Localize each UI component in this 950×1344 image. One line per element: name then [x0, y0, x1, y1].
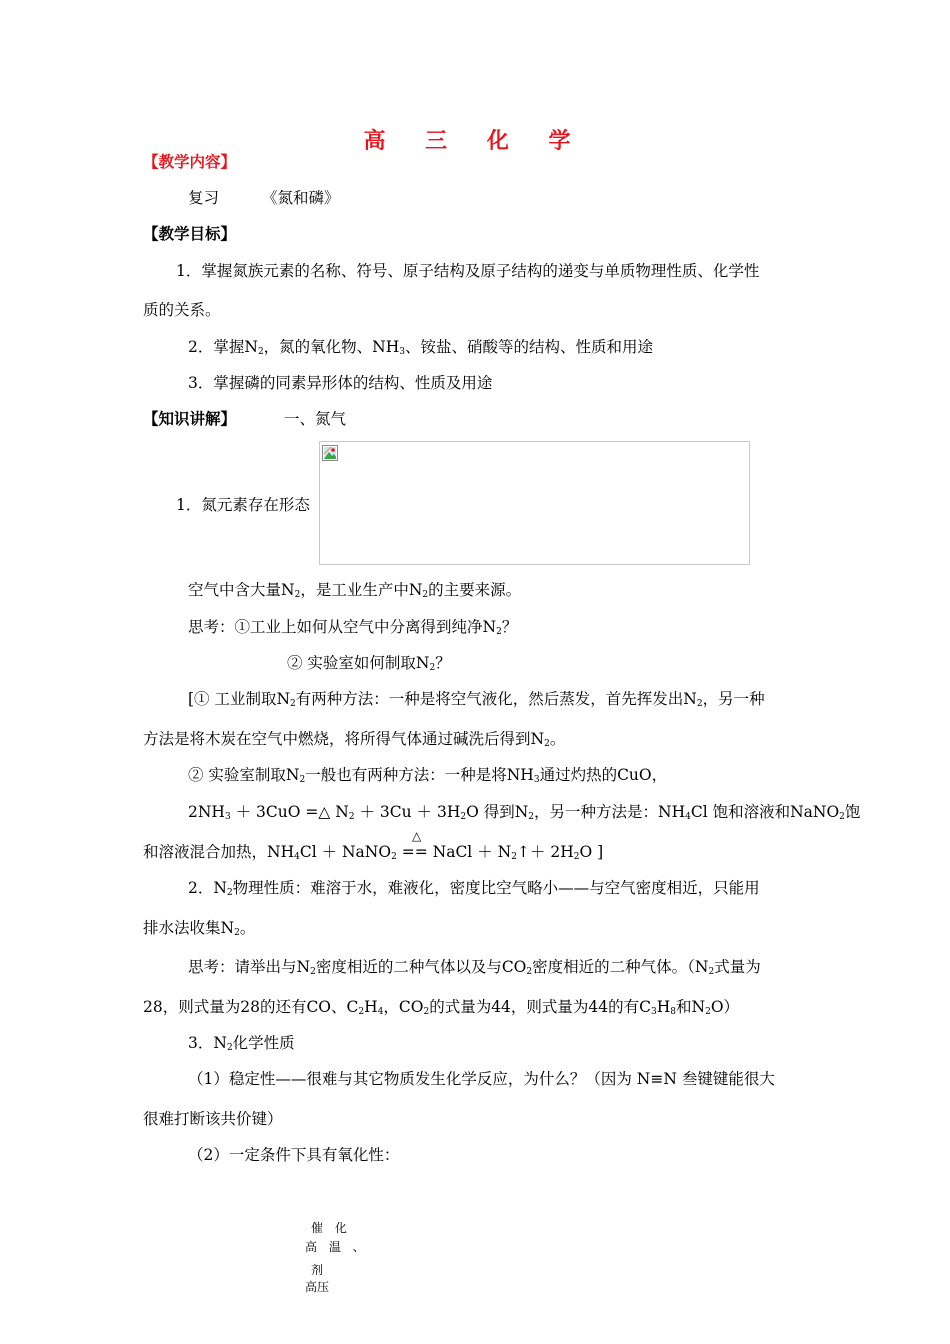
answer-1a: [① 工业制取$N_2$有两种方法：一种是将空气液化，然后蒸发，首先挥发出$N_2$，另一种 — [188, 690, 765, 709]
objective-3: 3．掌握磷的同素异形体的结构、性质及用途 — [188, 374, 493, 392]
stability-a: （1）稳定性——很难与其它物质发生化学反应，为什么？（因为 N≡N 叁键键能很大 — [188, 1070, 775, 1088]
answer-2a: ② 实验室制取$N_2$一般也有两种方法：一种是将$NH_3$通过灼热的CuO， — [188, 766, 668, 785]
equation-2: 和溶液混合加热，$NH_4Cl$ ＋ NaNO$_2$ == NaCl ＋ $N_2↑+ 2H_2O$ ] — [143, 843, 604, 862]
heating-delta: △ — [412, 829, 422, 843]
condition-high-temp: 高 温 、 — [305, 1240, 369, 1254]
objective-1a: 1．掌握氮族元素的名称、符号、原子结构及原子结构的递变与单质物理性质、化学性 — [176, 262, 760, 280]
oxidizing-heading: （2）一定条件下具有氧化性： — [188, 1146, 400, 1164]
section-heading-content: 【教学内容】 — [143, 152, 237, 171]
review-label: 复习 — [188, 189, 220, 207]
think-2: ② 实验室如何制取$N_2$？ — [287, 654, 451, 673]
condition-agent: 剂 — [311, 1263, 328, 1277]
part-1-heading: 一、氮气 — [284, 410, 347, 428]
exist-form-label: 1．氮元素存在形态 — [176, 496, 310, 514]
section-heading-knowledge: 【知识讲解】 — [143, 409, 237, 428]
objective-1b: 质的关系。 — [143, 301, 221, 319]
condition-high-pressure: 高压 — [305, 1280, 330, 1294]
page-title: 高 三 化 学 — [363, 128, 587, 154]
stability-b: 很难打断该共价键） — [143, 1110, 283, 1128]
objective-2: 2．掌握$N_2$，氮的氧化物、$NH_3$、铵盐、硝酸等的结构、性质和用途 — [188, 338, 654, 357]
review-topic: 《氮和磷》 — [262, 189, 340, 207]
answer-1b: 方法是将木炭在空气中燃烧，将所得气体通过碱洗后得到$N_2$。 — [143, 730, 566, 749]
think-3b: 28，则式量为28的还有CO、$C_2H_4$，$CO_2$的式量为44，则式量为44的有$C_3H_8$和$N_2O$） — [143, 998, 740, 1017]
broken-image-icon — [322, 445, 338, 461]
physical-props-a: 2．$N_2$物理性质：难溶于水，难液化，密度比空气略小——与空气密度相近，只能用 — [188, 879, 760, 898]
section-heading-objectives: 【教学目标】 — [143, 224, 237, 243]
equation-1: $2NH_3 + 3CuO$ =△ $N_2 + 3Cu + 3H_2O$ 得到$N_2$，另一种方法是：$NH_4Cl$ 饱和溶液和NaNO$_2$饱 — [188, 803, 861, 822]
air-source: 空气中含大量$N_2$，是工业生产中$N_2$的主要来源。 — [188, 581, 522, 600]
physical-props-b: 排水法收集$N_2$。 — [143, 919, 256, 938]
chemical-props-heading: 3．$N_2$化学性质 — [188, 1034, 295, 1053]
think-3a: 思考：请举出与$N_2$密度相近的二种气体以及与$CO_2$密度相近的二种气体。（$N_2$式量为 — [188, 958, 761, 977]
condition-catalyst: 催 化 — [311, 1221, 351, 1235]
think-1: 思考：①工业上如何从空气中分离得到纯净$N_2$？ — [188, 618, 518, 637]
image-placeholder — [319, 441, 750, 565]
